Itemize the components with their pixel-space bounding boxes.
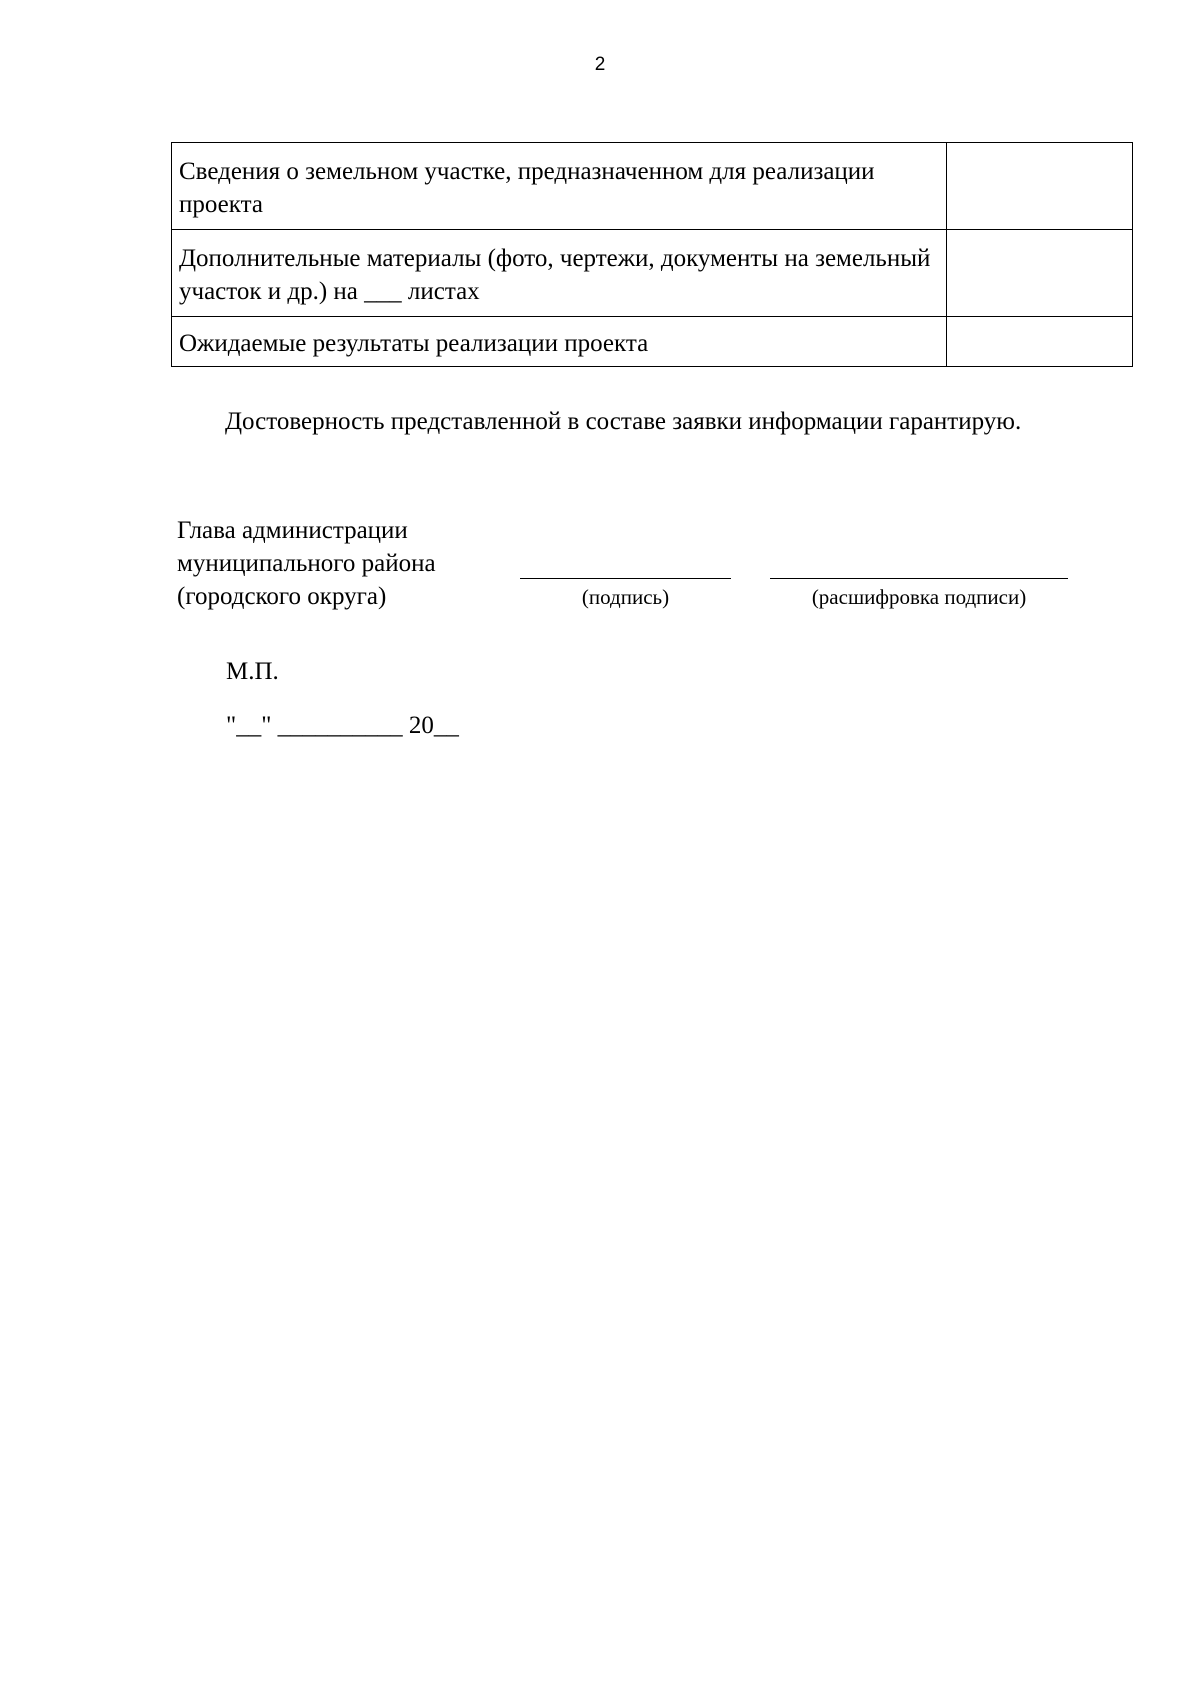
page-number: 2 <box>594 54 606 75</box>
signature-decode-line <box>770 578 1068 579</box>
table-cell-value <box>947 143 1133 230</box>
signature-decode-caption: (расшифровка подписи) <box>811 585 1027 609</box>
table-cell-label: Ожидаемые результаты реализации проекта <box>172 317 947 367</box>
signatory-title-line: Глава администрации <box>177 517 408 544</box>
signature-line <box>520 578 731 579</box>
signatory-title-line: муниципального района <box>177 550 436 577</box>
signatory-title <box>177 514 517 613</box>
signature-caption: (подпись) <box>581 585 670 609</box>
table-cell-label: Дополнительные материалы (фото, чертежи, документы на земельный участок и др.) на ___ листах <box>172 230 947 317</box>
table-row <box>172 143 1133 230</box>
table-cell-value <box>947 230 1133 317</box>
date-line: "__" __________ 20__ <box>226 712 459 739</box>
table-cell-value <box>947 317 1133 367</box>
stamp-placeholder: М.П. <box>226 658 279 685</box>
table-row <box>172 230 1133 317</box>
project-info-table <box>171 142 1133 367</box>
table-cell-label: Сведения о земельном участке, предназначенном для реализации проекта <box>172 143 947 230</box>
signatory-title-line: (городского округа) <box>177 583 387 610</box>
table-row <box>172 317 1133 367</box>
guarantee-statement: Достоверность представленной в составе заявки информации гарантирую. <box>225 408 1022 435</box>
